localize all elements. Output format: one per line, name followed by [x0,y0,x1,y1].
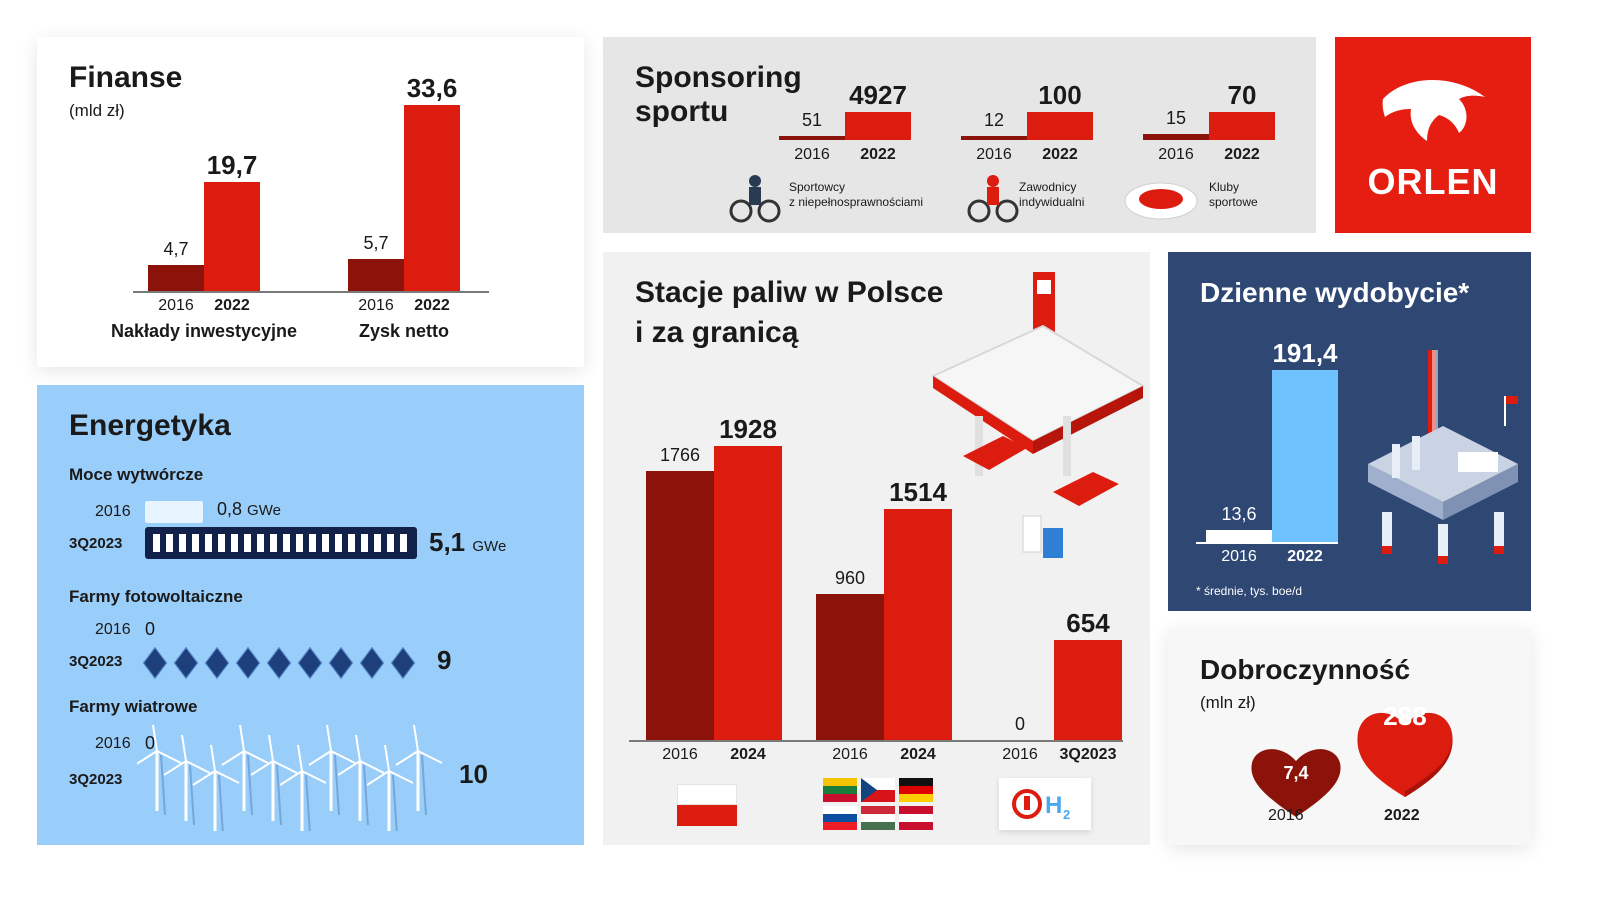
dobroczynnosc-year-2016: 2016 [1268,807,1304,824]
solar-panels-row [145,649,425,675]
sponsoring-category-label: Sportowcy z niepełnosprawnościami [789,180,924,209]
group-label: Zysk netto [358,321,450,341]
bar-za-granic--2024 [884,509,952,740]
dobroczynnosc-title: Dobroczynność [1200,654,1411,685]
data-label: 4,7 [163,238,189,259]
tick-label: 2022 [1042,146,1078,163]
wydobycie-axis [1196,542,1338,544]
bar-polska-2024 [714,446,782,740]
wiatr-year-2016: 2016 [95,735,131,752]
solar-panel-icon [360,647,384,679]
stacje-title-2: i za granicą [635,316,799,349]
stacje-chart [603,252,1150,845]
wiatr-year-3q2023: 3Q2023 [69,771,123,788]
data-label: 19,7 [206,149,258,180]
tick-label: 2016 [1002,746,1038,763]
tick-label: 3Q2023 [1059,746,1117,763]
solar-panel-icon [298,647,322,679]
tick-label: 2022 [414,297,450,314]
data-label: 51 [801,110,823,130]
tick-label: 2024 [730,746,766,763]
bar-kluby-sportowe-2016 [1143,134,1209,140]
wydobycie-footnote: * średnie, tys. boe/d [1196,584,1303,598]
data-label: 1766 [659,444,701,465]
tick-label: 2016 [1221,548,1257,565]
svg-text:H: H [1045,792,1063,819]
motorcycle-rider-icon [965,173,1021,223]
tick-label: 2016 [976,146,1012,163]
sponsoring-chart [603,37,1316,233]
data-label: 654 [1066,608,1110,639]
data-label: 191,4 [1272,338,1338,368]
tick-label: 2022 [860,146,896,163]
oil-platform-icon [1358,344,1528,564]
orlen-eagle-icon [1335,37,1531,233]
moce-year-3q2023: 3Q2023 [69,535,123,552]
tick-label: 2022 [1287,548,1323,565]
stacje-axis [629,740,1123,742]
bar-zawodnicy-indywidualni-2022 [1027,112,1093,140]
energetyka-panel [37,385,584,845]
bar-zawodnicy-indywidualni-2016 [961,136,1027,140]
data-label: 70 [1227,80,1257,110]
bar-sportowcy-z-niepe-nosprawno-ciami-2022 [845,112,911,140]
tick-label: 2016 [794,146,830,163]
solar-panel-icon [391,647,415,679]
solar-panel-icon [329,647,353,679]
dobroczynnosc-panel [1168,629,1531,845]
bar-wydobycie-2016 [1206,530,1272,542]
bar-za-granic--2016 [816,594,884,740]
svg-text:2: 2 [1063,807,1071,822]
bar-zysk-netto-2016 [348,259,404,291]
foto-label: Farmy fotowoltaiczne [69,587,243,606]
solar-panel-icon [236,647,260,679]
foto-year-3q2023: 3Q2023 [69,653,123,670]
wydobycie-panel [1168,252,1531,611]
dobroczynnosc-year-2022: 2022 [1384,807,1420,824]
foto-year-2016: 2016 [95,621,131,638]
bar-zysk-netto-2022 [404,105,460,291]
finanse-panel [37,37,584,367]
flag-poland-icon [677,784,737,826]
finanse-chart [37,37,584,367]
stacje-title-1: Stacje paliw w Polsce [635,276,944,309]
tick-label: 2016 [662,746,698,763]
data-label: 33,6 [406,73,458,103]
sponsoring-category-label: Zawodnicy indywidualni [1019,180,1085,209]
orlen-logo-text: ORLEN [1367,161,1499,202]
moce-value-3q2023: 5,1 GWe [429,527,507,557]
data-label: 1514 [889,477,947,508]
sponsoring-category-label: Kluby sportowe [1209,180,1258,209]
bar-polska-2016 [646,471,714,740]
data-label: 100 [1038,80,1082,110]
sponsoring-title-1: Sponsoring [635,61,802,94]
solar-panel-icon [267,647,291,679]
stadium-icon [1123,173,1179,223]
orlen-logo-panel [1335,37,1531,233]
bar-sportowcy-z-niepe-nosprawno-ciami-2016 [779,136,845,140]
tick-label: 2016 [1158,146,1194,163]
wiatr-value-2016: 0 [145,733,156,753]
moce-bar-2016 [145,501,203,523]
data-label: 1928 [719,414,777,444]
moce-value-2016: 0,8 GWe [217,499,281,519]
data-label: 960 [834,567,866,588]
tick-label: 2024 [900,746,936,763]
sponsoring-panel [603,37,1316,233]
wind-turbines-icon [137,721,457,831]
tick-label: 2016 [158,297,194,314]
bar-nak-ady-inwestycyjne-2022 [204,182,260,291]
dobroczynnosc-value-2016: 7,4 [1283,763,1309,783]
solar-panel-icon [143,647,167,679]
finanse-unit: (mld zł) [69,101,125,120]
group-label: Nakłady inwestycyjne [110,321,298,341]
energetyka-title: Energetyka [69,409,231,442]
tick-label: 2016 [358,297,394,314]
tick-label: 2016 [832,746,868,763]
bar-wydobycie-2022 [1272,370,1338,542]
wydobycie-title: Dzienne wydobycie* [1200,277,1470,308]
dobroczynnosc-value-2022: 288 [1383,701,1427,731]
tick-label: 2022 [1224,146,1260,163]
solar-panel-icon [205,647,229,679]
bar-h2-3Q2023 [1054,640,1122,740]
foto-value-2016: 0 [145,619,156,639]
data-label: 15 [1165,108,1187,128]
wiatr-label: Farmy wiatrowe [69,697,198,716]
tick-label: 2022 [214,297,250,314]
data-label: 13,6 [1221,503,1257,524]
finanse-axis [133,291,489,293]
flags-foreign-icon [823,778,933,832]
data-label: 12 [983,110,1005,130]
wheelchair-athlete-icon [727,173,783,223]
data-label: 5,7 [363,233,389,254]
moce-label: Moce wytwórcze [69,465,204,484]
sponsoring-title-2: sportu [635,95,729,128]
moce-bar-3q2023 [145,527,417,559]
hydrogen-h2-icon [999,778,1091,830]
data-label: 4927 [849,80,907,110]
moce-year-2016: 2016 [95,503,131,520]
wiatr-value-3q2023: 10 [459,759,488,789]
data-label: 0 [1014,714,1025,734]
stacje-panel [603,252,1150,845]
bar-nak-ady-inwestycyjne-2016 [148,265,204,291]
foto-value-3q2023: 9 [437,645,452,675]
bar-kluby-sportowe-2022 [1209,112,1275,140]
solar-panel-icon [174,647,198,679]
dobroczynnosc-unit: (mln zł) [1200,693,1256,712]
finanse-title: Finanse [69,61,183,94]
